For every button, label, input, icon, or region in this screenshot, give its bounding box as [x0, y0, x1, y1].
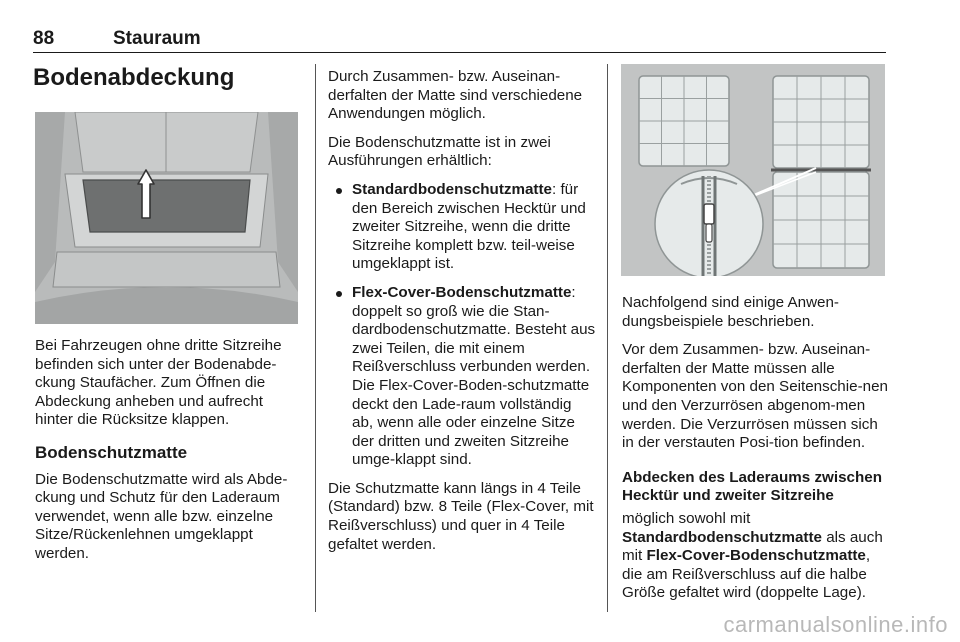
intro-paragraph: Bei Fahrzeugen ohne dritte Sitzreihe befinden sich unter der Bodenabde-ckung Staufächer. Zum Öffnen die Abdeckung anheben und aufrecht hinter die Rücksitze klappen. — [35, 337, 282, 429]
page-number: 88 — [33, 28, 55, 49]
subheading-cover-cargo: Abdecken des Laderaums zwischen Hecktür und zweiter Sitzreihe — [622, 468, 882, 505]
list-item — [328, 181, 596, 274]
cover-text-b: als auch mit — [622, 528, 883, 565]
cargo-floor-illustration — [35, 112, 298, 324]
examples-paragraph: Nachfolgend sind einige Anwen-dungsbeispiele beschrieben. — [622, 294, 839, 330]
mat-description-paragraph: Die Bodenschutzmatte wird als Abde-ckung und Schutz für den Laderaum verwendet, wenn alle bzw. einzelne Sitze/Rückenlehnen umgeklappt werden. — [35, 470, 288, 562]
versions-paragraph: Die Bodenschutzmatte ist in zwei Ausführungen erhältlich: — [328, 133, 551, 170]
mat-grid-illustration — [621, 64, 885, 276]
column-divider-1 — [315, 64, 316, 612]
bullet-1-term: Standardbodenschutzmatte — [352, 180, 552, 198]
zipper-icon — [655, 170, 763, 276]
section-title: Bodenabdeckung — [33, 64, 235, 91]
cover-text-c: , die am Reißverschluss auf die halbe Größe gefaltet wird (doppelte Lage). — [622, 547, 871, 602]
cover-term-flex: Flex-Cover-Bodenschutzmatte — [646, 547, 866, 565]
column-1 — [35, 337, 300, 574]
cover-text-a: möglich sowohl mit — [622, 509, 751, 527]
page-header — [33, 28, 886, 53]
cover-cargo-paragraph — [622, 510, 890, 603]
chapter-title: Stauraum — [113, 28, 201, 49]
column-2 — [328, 68, 596, 564]
versions-list — [328, 181, 596, 470]
bullet-2-term: Flex-Cover-Bodenschutzmatte — [352, 283, 572, 301]
cover-term-standard: Standardbodenschutzmatte — [622, 528, 822, 546]
bullet-2-text: : doppelt so groß wie die Stan-dardbodenschutzmatte. Besteht aus zwei Teilen, die mit einem Reißverschluss verbunden werden. Die Flex-Cover-Boden-schutzmatte deckt den Lade-raum vollständig ab, wenn alle oder einzelne Sitze der dritten und zweiten Sitzreihe umge-klappt sind. — [352, 283, 596, 469]
subheading-bodenschutzmatte: Bodenschutzmatte — [35, 442, 188, 462]
preparation-paragraph: Vor dem Zusammen- bzw. Auseinan-derfalten der Matte müssen alle Komponenten von den Seitenschie-nen und den Verzurrösen abgenom-men werden. Die Verzurrösen müssen sich in der verstauten Posi-tion befinden. — [622, 341, 888, 452]
folding-parts-paragraph: Die Schutzmatte kann längs in 4 Teile (Standard) bzw. 8 Teile (Flex-Cover, mit Reißverschluss) und quer in 4 Teile gefaltet werden. — [328, 479, 594, 553]
column-3 — [622, 294, 890, 613]
bullet-1-text: : für den Bereich zwischen Hecktür und zweiter Sitzreihe, wenn die dritte Sitzreihe komplett bzw. teil-weise umgeklappt ist. — [352, 180, 586, 273]
column-divider-2 — [607, 64, 608, 612]
folding-paragraph: Durch Zusammen- bzw. Auseinan-derfalten der Matte sind verschiedene Anwendungen möglich. — [328, 68, 583, 123]
list-item — [328, 284, 596, 470]
watermark: carmanualsonline.info — [723, 612, 948, 637]
